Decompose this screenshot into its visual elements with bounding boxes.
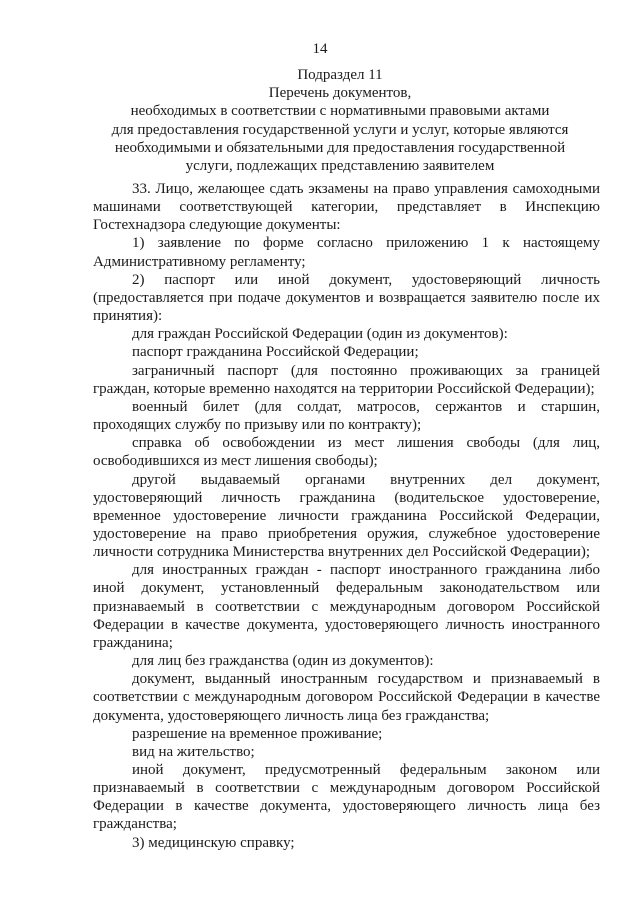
paragraph-stateless-persons: для лиц без гражданства (один из документов): xyxy=(132,653,434,670)
paragraph-application-form: 1) заявление по форме согласно приложению 1 к настоящему Административному регламенту; xyxy=(93,235,600,270)
heading-line: необходимыми и обязательными для предоставления государственной xyxy=(114,139,566,156)
paragraph-passport: паспорт гражданина Российской Федерации; xyxy=(132,344,419,361)
paragraph-residence-permit: вид на жительство; xyxy=(132,743,255,760)
heading-line: необходимых в соответствии с нормативными правовыми актами xyxy=(130,103,550,120)
paragraph-temporary-residence: разрешение на временное проживание; xyxy=(132,725,383,742)
paragraph-identity-document: 2) паспорт или иной документ, удостоверяющий личность (предоставляется при подаче документов и возвращается заявителю после их принятия): xyxy=(93,271,600,325)
paragraph-foreign-citizens: для иностранных граждан - паспорт иностранного гражданина либо иной документ, установленный федеральным законодательством или признаваемый в соответствии с международным договором Российской Федерации в качестве документа, удостоверяющего личность иностранного гражданина; xyxy=(93,562,600,651)
paragraph-other-mvd-document: другой выдаваемый органами внутренних дел документ, удостоверяющий личность гражданина (водительское удостоверение, временное удостоверение личности гражданина Российской Федерации, удостоверение на право приобретения оружия, служебное удостоверение личности сотрудника Министерства внутренних дел Российской Федерации); xyxy=(93,471,600,561)
subsection-title: Подраздел 11 xyxy=(297,67,383,83)
paragraph-foreign-state-document: документ, выданный иностранным государством и признаваемый в соответствии с международным договором Российской Федерации в качестве документа, удостоверяющего личность лица без гражданства; xyxy=(93,671,600,724)
paragraph-military-id: военный билет (для солдат, матросов, сержантов и старшин, проходящих службу по призыву или по контракту); xyxy=(93,398,600,434)
paragraph-release-certificate: справка об освобождении из мест лишения свободы (для лиц, освободившихся из мест лишения свободы); xyxy=(93,435,600,470)
heading-line: услуги, подлежащих представлению заявителем xyxy=(185,158,495,175)
paragraph-medical-certificate: 3) медицинскую справку; xyxy=(132,834,295,851)
heading-line: Перечень документов, xyxy=(268,85,412,102)
paragraph-33-intro: 33. Лицо, желающее сдать экзамены на право управления самоходными машинами соответствующей категории, представляет в Инспекцию Гостехнадзора следующие документы: xyxy=(93,181,600,234)
paragraph-foreign-passport: заграничный паспорт (для постоянно проживающих за границей граждан, которые временно находятся на территории Российской Федерации); xyxy=(93,362,600,397)
page-number: 14 xyxy=(312,41,328,57)
document-body xyxy=(93,180,600,852)
paragraph-other-federal-document: иной документ, предусмотренный федеральным законом или признаваемый в соответствии с международным договором Российской Федерации в качестве документа, удостоверяющего личность лица без гражданства; xyxy=(93,762,600,833)
section-heading xyxy=(80,66,600,175)
paragraph-russian-citizens: для граждан Российской Федерации (один из документов): xyxy=(132,326,508,343)
heading-line: для предоставления государственной услуги и услуг, которые являются xyxy=(111,121,569,138)
